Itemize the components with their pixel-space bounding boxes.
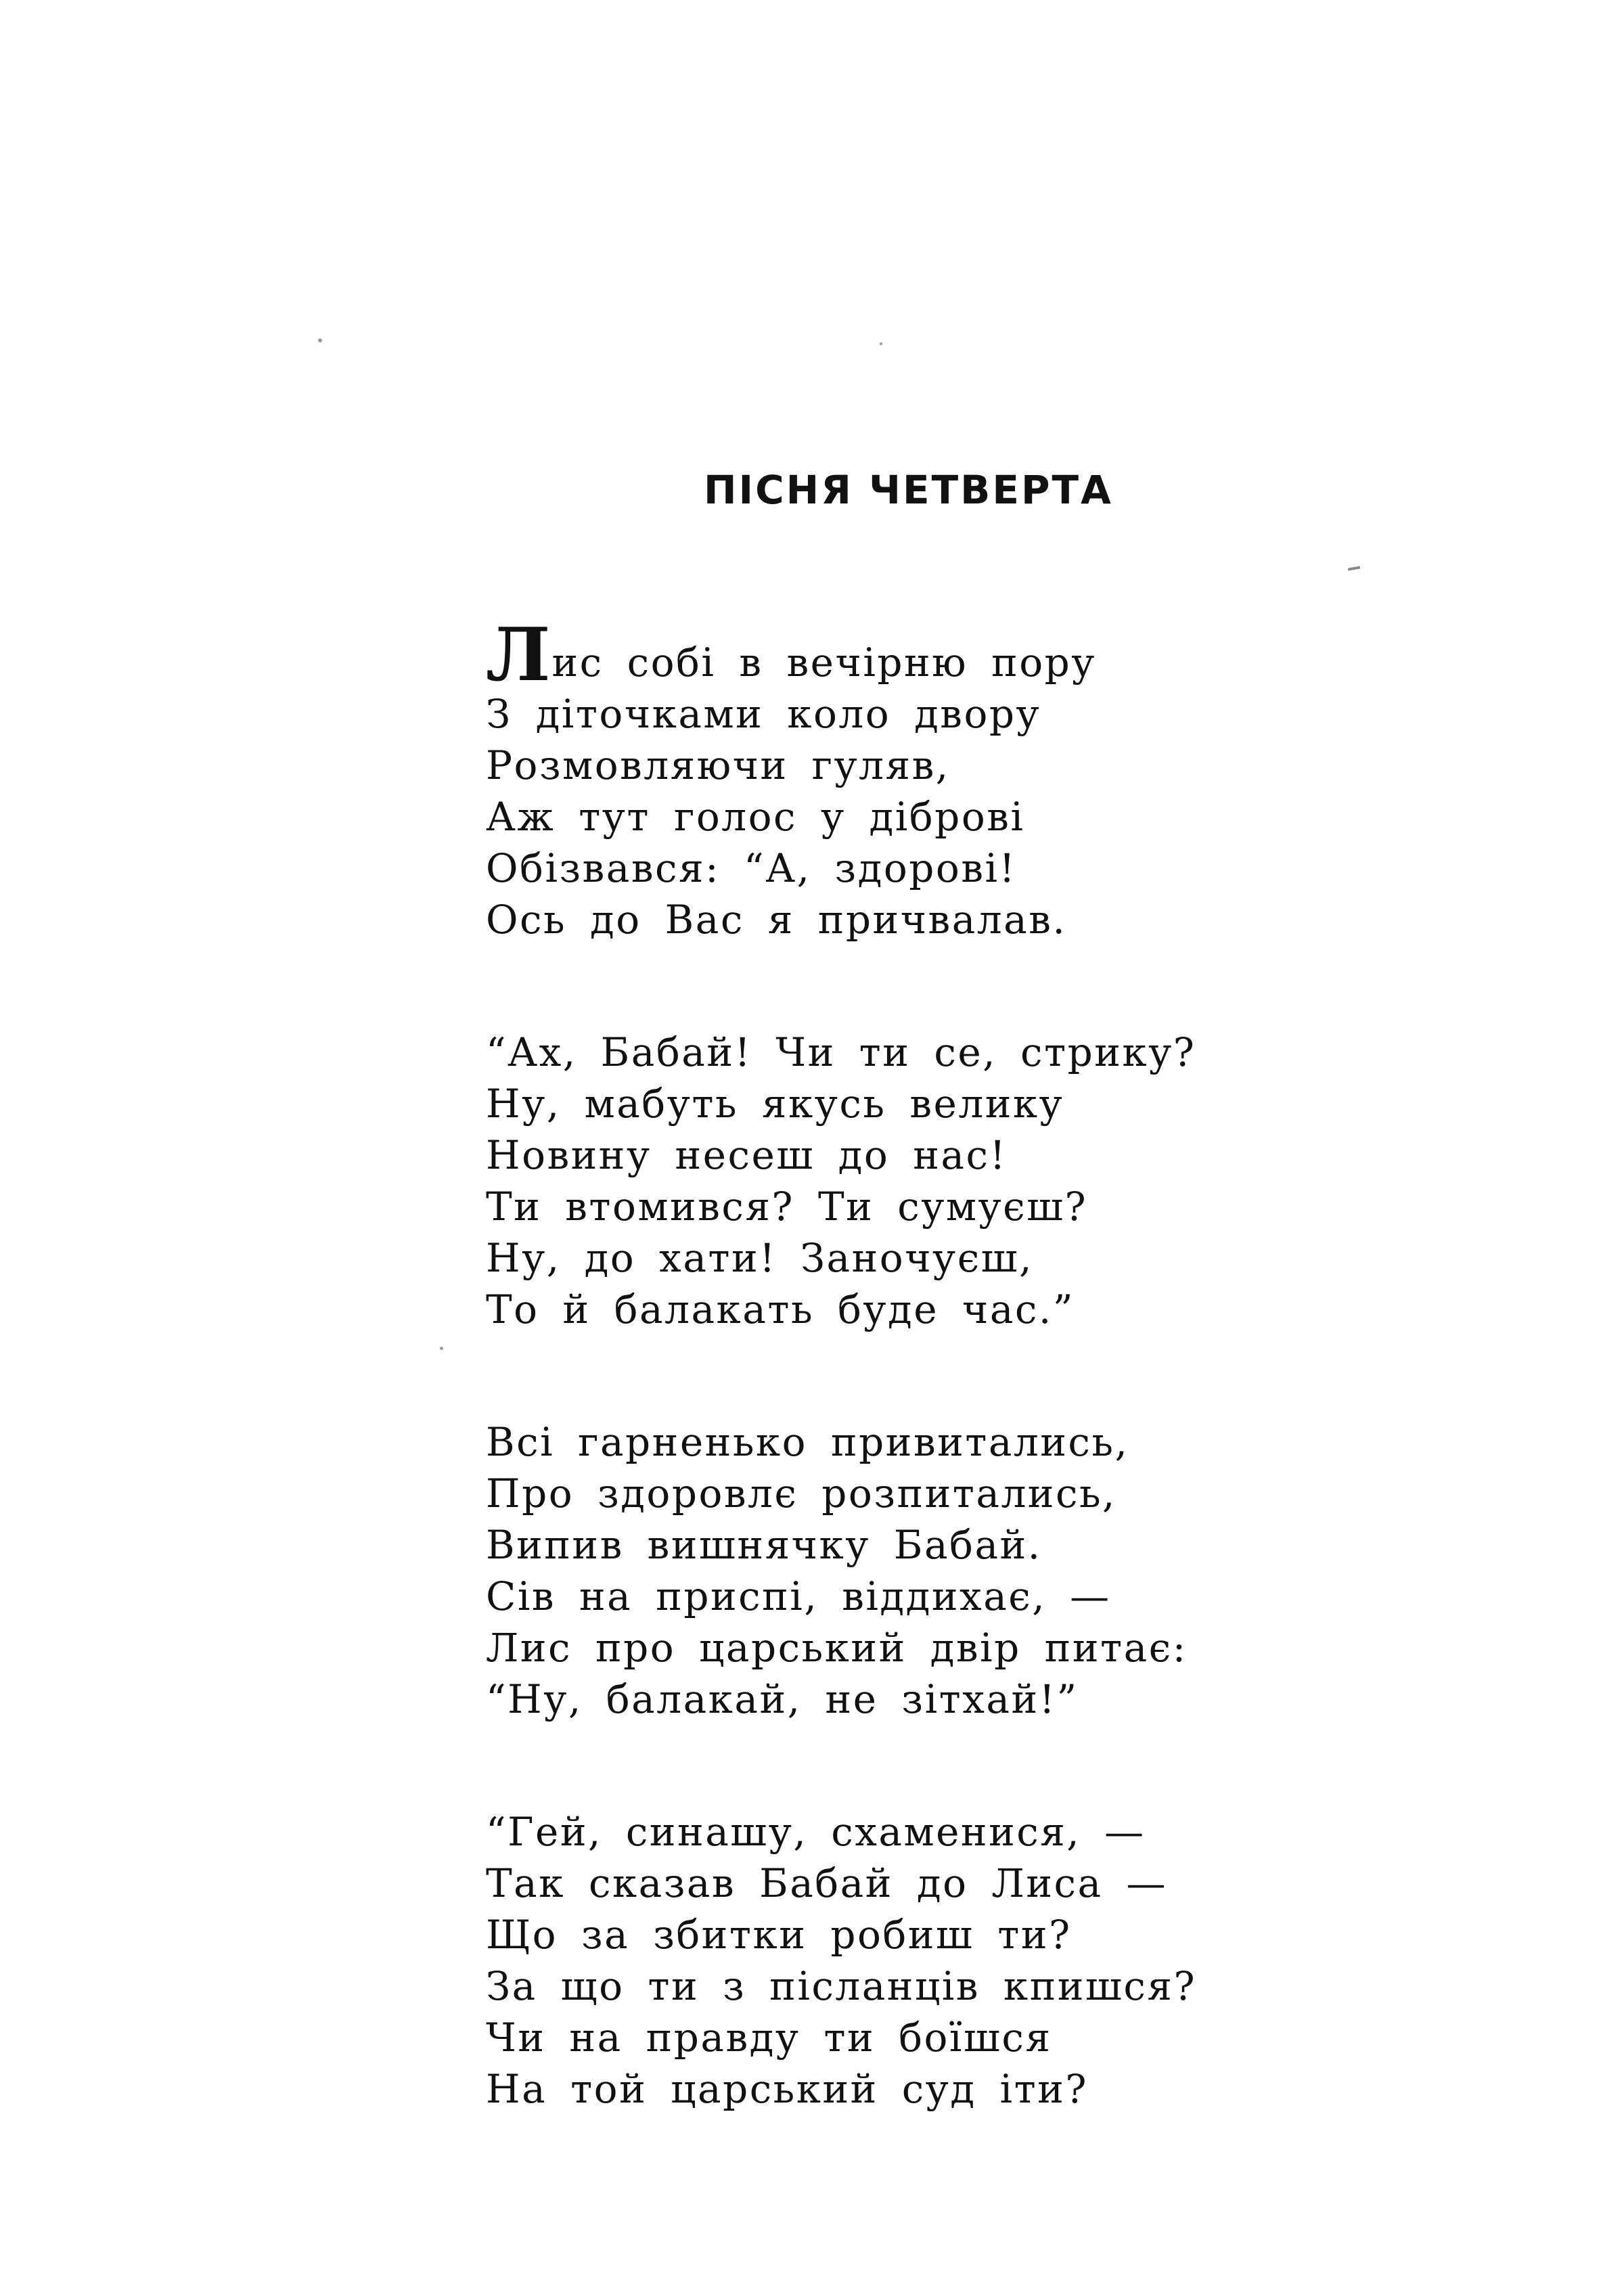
poem-line-text: ис собі в вечірню пору	[551, 639, 1096, 686]
poem-line: Ти втомився? Ти сумуєш?	[486, 1184, 1088, 1230]
poem-line: Так сказав Бабай до Лиса —	[486, 1860, 1167, 1906]
page-mark	[1348, 566, 1360, 570]
stanza-4	[486, 1806, 1332, 2115]
page-speck	[440, 1347, 443, 1350]
poem-line: Ну, до хати! Заночуєш,	[486, 1235, 1034, 1281]
poem-line: На той царський суд іти?	[486, 2066, 1088, 2112]
poem-line: Про здоровлє розпитались,	[486, 1470, 1116, 1517]
drop-cap: Л	[486, 612, 551, 698]
poem-line: Чи на правду ти боїшся	[486, 2015, 1052, 2061]
poem-line: За що ти з післанців кпишся?	[486, 1963, 1197, 2009]
poem-line: Розмовляючи гуляв,	[486, 742, 950, 788]
poem-line: Сів на приспі, віддихає, —	[486, 1573, 1111, 1619]
stanza-2	[486, 1027, 1332, 1335]
poem-line: Лис про царський двір питає:	[486, 1625, 1188, 1671]
poem-line: Новину несеш до нас!	[486, 1132, 1008, 1178]
poem-line: То й балакать буде час.”	[486, 1286, 1075, 1332]
page-speck	[880, 342, 882, 345]
poem-line: “Ах, Бабай! Чи ти се, стрику?	[486, 1029, 1196, 1075]
poem-line: “Ну, балакай, не зітхай!”	[486, 1676, 1079, 1722]
page-title: ПІСНЯ ЧЕТВЕРТА	[704, 467, 1113, 513]
poem-line: Випив вишнячку Бабай.	[486, 1522, 1042, 1568]
page-speck	[318, 338, 322, 342]
poem-line	[486, 612, 1332, 698]
poem-line: Всі гарненько привитались,	[486, 1419, 1129, 1465]
poem-line: “Гей, синашу, схаменися, —	[486, 1809, 1146, 1855]
stanza-3	[486, 1416, 1332, 1725]
poem-line: З діточками коло двору	[486, 691, 1041, 737]
poem-line: Обізвався: “А, здорові!	[486, 845, 1017, 891]
poem-line: Ось до Вас я причвалав.	[486, 897, 1067, 943]
stanza-1	[486, 612, 1332, 945]
poem-line: Аж тут голос у діброві	[486, 794, 1025, 840]
poem-line: Ну, мабуть якусь велику	[486, 1081, 1064, 1127]
poem-line: Що за збитки робиш ти?	[486, 1912, 1072, 1958]
poem	[486, 612, 1332, 2196]
